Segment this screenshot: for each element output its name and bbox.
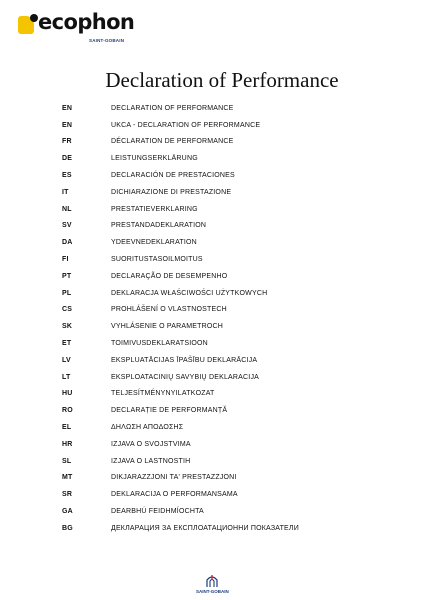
language-row — [62, 285, 402, 302]
declaration-title: ДЕКЛАРАЦИЯ ЗА ЕКСПЛОАТАЦИОННИ ПОКАЗАТЕЛИ — [111, 524, 299, 532]
declaration-title: DIKJARAZZJONI TA' PRESTAZZJONI — [111, 474, 237, 482]
language-code: SK — [62, 323, 73, 331]
language-code: GA — [62, 508, 73, 516]
language-row — [62, 100, 402, 117]
language-row — [62, 520, 402, 537]
language-row — [62, 486, 402, 503]
language-code: BG — [62, 524, 73, 532]
language-code: SV — [62, 222, 72, 230]
ecophon-wordmark: ecophon — [38, 10, 135, 34]
language-row — [62, 436, 402, 453]
declaration-title: IZJAVA O SVOJSTVIMA — [111, 440, 191, 448]
language-code: CS — [62, 306, 73, 314]
declaration-title: DEARBHÚ FEIDHMÍOCHTA — [111, 508, 204, 516]
language-row — [62, 134, 402, 151]
declaration-title: DICHIARAZIONE DI PRESTAZIONE — [111, 188, 232, 196]
declaration-title: PRESTATIEVERKLARING — [111, 205, 198, 213]
declaration-title: LEISTUNGSERKLÄRUNG — [111, 155, 198, 163]
language-code: NL — [62, 205, 72, 213]
language-row — [62, 352, 402, 369]
language-code: EN — [62, 104, 73, 112]
language-code: LV — [62, 356, 71, 364]
language-list — [62, 100, 402, 537]
language-code: PT — [62, 272, 72, 280]
declaration-title: DECLARATION OF PERFORMANCE — [111, 104, 234, 112]
language-row — [62, 302, 402, 319]
language-row — [62, 268, 402, 285]
declaration-title: UKCA - DECLARATION OF PERFORMANCE — [111, 121, 261, 129]
language-row — [62, 218, 402, 235]
language-row — [62, 234, 402, 251]
declaration-title: DECLARACIÓN DE PRESTACIONES — [111, 172, 235, 180]
language-code: RO — [62, 407, 73, 415]
page-title: Declaration of Performance — [105, 68, 339, 92]
ecophon-logo — [18, 10, 138, 47]
language-row — [62, 453, 402, 470]
language-row — [62, 470, 402, 487]
declaration-title: IZJAVA O LASTNOSTIH — [111, 457, 191, 465]
saint-gobain-footer-text: SAINT-GOBAIN — [196, 589, 229, 594]
language-code: EL — [62, 424, 72, 432]
language-row — [62, 167, 402, 184]
declaration-title: DECLARAȚIE DE PERFORMANȚĂ — [111, 407, 228, 415]
declaration-title: VYHLÁSENIE O PARAMETROCH — [111, 323, 224, 331]
language-code: ES — [62, 172, 72, 180]
declaration-title: ΔΗΛΩΣΗ ΑΠΟΔΟΣΗΣ — [111, 424, 184, 432]
language-code: PL — [62, 289, 72, 297]
language-code: MT — [62, 474, 73, 482]
language-row — [62, 335, 402, 352]
language-row — [62, 386, 402, 403]
declaration-title: YDEEVNEDEKLARATION — [111, 239, 197, 247]
language-code: FR — [62, 138, 72, 146]
language-code: LT — [62, 373, 71, 381]
declaration-title: TELJESÍTMÉNYNYILATKOZAT — [111, 390, 215, 398]
language-row — [62, 251, 402, 268]
language-code: IT — [62, 188, 69, 196]
language-code: DE — [62, 155, 73, 163]
language-row — [62, 369, 402, 386]
declaration-title: DEKLARACIJA O PERFORMANSAMA — [111, 491, 238, 499]
language-row — [62, 503, 402, 520]
declaration-title: EKSPLUATĀCIJAS ĪPAŠĪBU DEKLARĀCIJA — [111, 356, 258, 364]
language-code: SR — [62, 491, 73, 499]
declaration-title: PROHLÁŠENÍ O VLASTNOSTECH — [111, 306, 227, 314]
declaration-title: SUORITUSTASOILMOITUS — [111, 256, 203, 264]
declaration-title: DÉCLARATION DE PERFORMANCE — [111, 138, 234, 146]
saint-gobain-footer-logo — [196, 574, 228, 598]
declaration-title: DEKLARACJA WŁAŚCIWOŚCI UŻYTKOWYCH — [111, 289, 268, 297]
language-code: FI — [62, 256, 69, 264]
language-code: SL — [62, 457, 72, 465]
language-row — [62, 201, 402, 218]
language-code: EN — [62, 121, 73, 129]
language-code: HR — [62, 440, 73, 448]
language-code: HU — [62, 390, 73, 398]
language-row — [62, 402, 402, 419]
saint-gobain-arch-icon — [205, 574, 219, 588]
language-row — [62, 184, 402, 201]
language-row — [62, 419, 402, 436]
language-row — [62, 318, 402, 335]
language-row — [62, 150, 402, 167]
ecophon-logo-mark-icon — [18, 16, 34, 34]
declaration-title: EKSPLOATACINIŲ SAVYBIŲ DEKLARACIJA — [111, 373, 260, 381]
language-code: DA — [62, 239, 73, 247]
language-code: ET — [62, 340, 72, 348]
declaration-title: TOIMIVUSDEKLARATSIOON — [111, 340, 208, 348]
declaration-title: DECLARAÇÃO DE DESEMPENHO — [111, 272, 228, 280]
language-row — [62, 117, 402, 134]
saint-gobain-sublabel: SAINT-GOBAIN — [89, 38, 125, 43]
declaration-title: PRESTANDADEKLARATION — [111, 222, 207, 230]
